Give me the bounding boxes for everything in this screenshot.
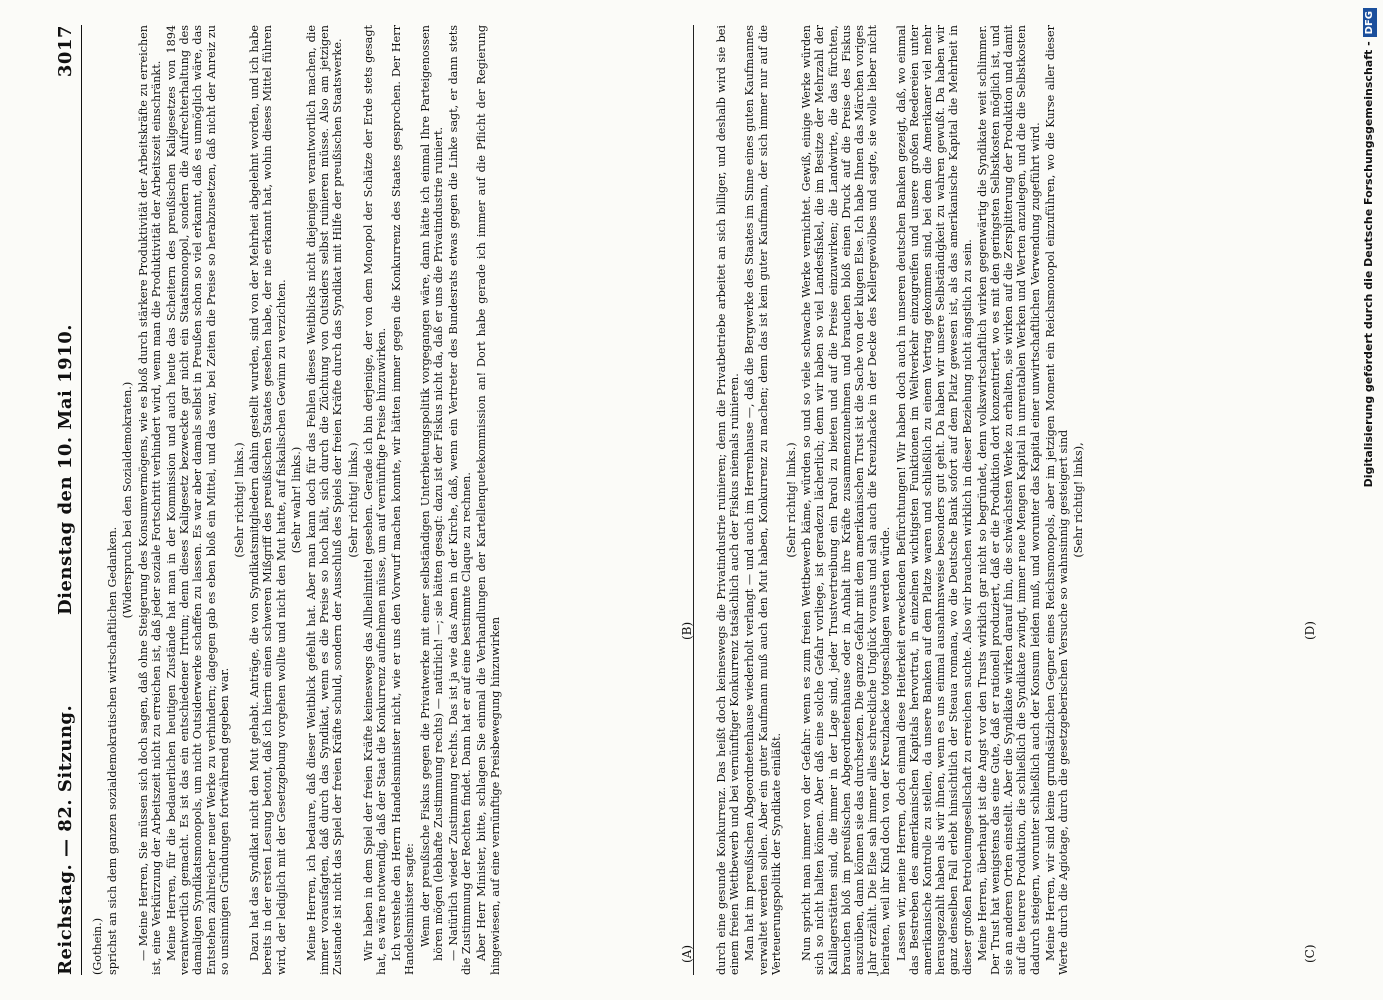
interjection: (Widerspruch bei den Sozialdemokraten.) — [121, 381, 135, 619]
margin-marker-b: (B) — [680, 621, 694, 640]
page-number: 3017 — [55, 25, 76, 78]
paragraph: Man hat im preußischen Abgeordnetenhause wiederholt verlangt — und auch im Herrenhause —, daß die Bergwerke des Staates im Sinne eines guten Kaufmannes verwaltet werden sollen. Aber ein guter Kaufmann muß auch den Mut haben, Konkurrenz zu machen; denn das ist kein guter Kaufmann, der sich immer nur auf die Verteuerungspolitik der Syndikate einläßt. — [743, 25, 783, 975]
dfg-watermark-text — [1359, 8, 1379, 698]
paragraph: sprichst an sich dem ganzen sozialdemokratischen wirtschaftlichen Gedanken. — [106, 526, 120, 975]
dfg-logo-icon: DFG — [1363, 8, 1377, 37]
margin-marker-a: (A) — [680, 944, 694, 963]
interjection: (Sehr richtig! links.) — [233, 442, 247, 558]
paragraph: Aber Herr Minister, bitte, schlagen Sie einmal die Verhandlungen der Kartellenquetekommission an! Dort habe gerade ich immer auf die Pflicht der Regierung hingewiesen, auf eine vernünftige Preisbewegung hinzuwirken — [475, 25, 502, 975]
paragraph: Lassen wir, meine Herren, doch einmal diese Heiterkeit erweckenden Befürchtungen! Wir haben doch auch in unseren deutschen Banken gezeigt, daß, wo einmal das Bestreben des amerikanischen Kapitals hervortrat, in einzelnen wichtigsten Funktionen im Weltverkehr einzugreifen und unsere großen Reedereien unter amerikanische Kontrolle zu stellen, da unsere Banken auf dem Platze waren und schließlich zu einem Vertrag gekommen sind, bei dem die Amerikaner viel mehr herausgezahlt haben als wir ihnen, wenn es uns einmal ausnahmsweise besonders gut geht. Da haben wir unsere Selbständigkeit zu wahren gewußt. Da haben wir ganz denselben Fall erlebt hinsichtlich der Steaua romana, wo die Deutsche Bank sofort auf dem Platz gewesen ist, als das amerikanische Kapital die Mehrheit in dieser großen Petroleumgesellschaft zu erreichen suchte. Also wir brauchen wirklich in dieser Beziehung nicht ängstlich zu sein. — [894, 25, 974, 975]
quotation: Wenn der preußische Fiskus gegen die Privatwerke mit einer selbständigen Unterbietungspolitik vorgegangen wäre, dann hätte ich einmal Ihre Parteigenossen hören mögen (lebhafte Zustimmung rechts) — natürlich! —; sie hätten gesagt: dazu ist der Fiskus nicht da, daß er uns die Privatindustrie ruiniert. — [418, 25, 445, 961]
paragraph: Meine Herren, für die bedauerlichen heutigen Zustände hat man in der Kommission und auch heute das Scheitern des preußischen Kaligesetzes von 1894 verantwortlich gemacht. Es ist das ein entschiedener Irrtum; denn dieses Kaligesetz bezweckte gar nicht ein Staatsmonopol, sondern die Aufrechterhaltung des damaligen Syndikatsmonopols, um nicht Outsiderwerke schaffen zu lassen. Es war aber damals selbst in Preußen schon so viel erkannt, daß es unmöglich wäre, das Entstehen zahlreicher neuer Werke zu verhindern; dagegen gab es eben bloß ein Mittel, und das war, bei Zeiten die Preise so herabzusetzen, daß nicht der Anreiz zu so unsinnigen Gründungen fortwährend gegeben war. — [165, 25, 231, 975]
interjection: (Sehr wahr! links.) — [289, 446, 303, 554]
margin-marker-d: (D) — [1303, 621, 1317, 640]
interjection: (Sehr richtig! links), — [1072, 442, 1086, 558]
speaker-note: (Gothein.) — [91, 917, 104, 975]
paragraph: durch eine gesunde Konkurrenz. Das heißt doch keineswegs die Privatindustrie ruinieren; denn die Privatbetriebe arbeitet an sich billiger, und deshalb wird sie bei einem freien Wettbewerb und bei vernünftiger Konkurrenz tatsächlich auch der Fiskus niemals ruinieren. — [715, 25, 742, 975]
column-2 — [715, 25, 1305, 975]
paragraph: Meine Herren, wir sind keine grundsätzlichen Gegner eines Reichsmonopols, aber im jetzigen Moment ein Reichsmonopol einzuführen, wo die Kurse aller dieser Werte durch die Agiotage, durch die gesetzgeberischen Versuche so wahnsinnig gesteigert sind — [1043, 25, 1071, 975]
page-header — [55, 25, 81, 975]
header-left: Reichstag. — 82. Sitzung. — [55, 704, 76, 975]
paragraph: Dazu hat das Syndikat nicht den Mut gehabt. Anträge, die von Syndikatsmitgliedern dahin gestellt wurden, sind von der Mehrheit abgelehnt worden, und ich habe bereits in der ersten Lesung betont, daß ich hierin einen schweren Mißgriff des preußischen Staates gesehen habe, der nie erkannt hat, wohin dieses Mittel führen wird, der lediglich mit der Gesetzgebung vorgehen wollte und nicht den Mut hatte, auf fiskalischen Gewinn zu verzichten. — [248, 25, 288, 975]
dfg-watermark — [1359, 8, 1379, 698]
paragraph: Ich verstehe den Herrn Handelsminister nicht, wie er uns den Vorwurf machen konnte, wir hätten immer gegen die Konkurrenz des Staates gesprochen. Der Herr Handelsminister sagte: — [390, 25, 417, 975]
margin-marker-c: (C) — [1303, 944, 1317, 963]
paragraph: Wir haben in dem Spiel der freien Kräfte keineswegs das Allheilmittel gesehen. Gerade ich bin derjenige, der von dem Monopol der Schätze der Erde stets gesagt hat, es wäre notwendig, daß der Staat die Konkurrenz aufnehmen müsse, um auf vernünftige Preise hinzuwirken. — [361, 25, 389, 975]
paragraph: Nun spricht man immer von der Gefahr: wenn es zum freien Wettbewerb käme, würden so und so viele schwache Werke vernichtet. Gewiß, einige Werke würden sich so nicht halten können. Aber daß eine solche Gefahr vorliege, ist geradezu lächerlich; denn wir haben so viel Landesfiskel, die im Besitze der Mehrzahl der Kalilagerstätten sind, die immer in der Lage sind, jeder Trustvertreibung ein Paroli zu bieten und auf die Preise einzuwirken; die Landwirte, die das fürchten, brauchen bloß im preußischen Abgeordnetenhause oder in Anhalt ihre Kräfte zusammenzunehmen und brauchen bloß einen Druck auf die Preise des Fiskus auszuüben, dann können sie das durchsetzen. Die ganze Gefahr mit dem amerikanischen Trust ist die Sache von der klugen Else. Ich habe Ihnen das Märchen voriges Jahr erzählt. Die Else sah immer alles schreckliche Unglück voraus und sah auch die Kreuzhacke in der Decke des Kellergewölbes und sagte, sie wolle lieber nicht heiraten, weil ihr Kind doch von der Kreuzhacke totgeschlagen werden würde. — [800, 25, 893, 975]
paragraph: Meine Herren, überhaupt ist die Angst vor den Trusts wirklich gar nicht so begründet, denn volkswirtschaftlich wirken gegenwärtig die Syndikate weit schlimmer. Der Trust hat wenigstens das eine Gute, daß er rationell produziert, daß er die Produktion dort konzentriert, wo es mit den geringsten Selbstkosten möglich ist, und sie an anderen Orten einstellt. Aber die Syndikate wirken darauf hin, die schwächsten Werke zu erhalten, sie wirken auf die Zersplitterung der Produktion und damit auf die teurere Produktion, die schließlich die Syndikate zwingt, immer neue Mengen Kapital in unrentablen Werken und Werten anzulegen, und die die Selbstkosten dadurch steigern, worunter schließlich auch der Konsum leiden muß, und worunter das Kapital einer unwirtschaftlichen Verwendung zugeführt wird. — [975, 25, 1042, 975]
paragraph: Meine Herren, ich bedaure, daß dieser Weitblick gefehlt hat. Aber man kann doch für das Fehlen dieses Weitblicks nicht diejenigen verantwortlich machen, die immer vorausfagten, daß durch das Syndikat, wenn es die Preise so hoch hält, sich durch die Züchtung von Outsiders selbst ruinieren müsse. Also am jetzigen Zustande ist nicht das Spiel der freien Kräfte schuld, sondern der Ausschluß des Spiels der freien Kräfte durch das Syndikat mit Hilfe der preußischen Staatswerke. — [305, 25, 345, 975]
interjection: (Sehr richtig! links.) — [785, 442, 799, 558]
watermark-caption: Digitalisierung gefördert durch die Deutsche Forschungsgemeinschaft - — [1362, 41, 1375, 488]
rotated-page-content — [55, 25, 1355, 975]
paragraph: — Meine Herren, Sie müssen sich doch sagen, daß ohne Steigerung des Konsumvermögens, wie es bloß durch stärkere Produktivität der Arbeitskräfte zu erreichen ist, eine Verkürzung der Arbeitszeit nicht zu erreichen ist, daß jeder soziale Fortschritt verhindert wird, wenn man die Produktivität der Arbeitszeit einschränkt. — [136, 25, 163, 975]
header-date: Dienstag den 10. Mai 1910. — [55, 324, 76, 615]
column-1 — [91, 25, 681, 975]
interjection: (Sehr richtig! links.) — [346, 442, 360, 558]
paragraph: — Natürlich wieder Zustimmung rechts. Das ist ja wie das Amen in der Kirche, daß, wenn ein Vertreter des Bundesrats etwas gegen die Linke sagt, er dann stets die Zustimmung der Rechten findet. Dann hat er auf eine bestimmte Claque zu rechnen. — [447, 25, 474, 975]
column-divider — [693, 25, 694, 975]
header-rule — [81, 25, 82, 975]
